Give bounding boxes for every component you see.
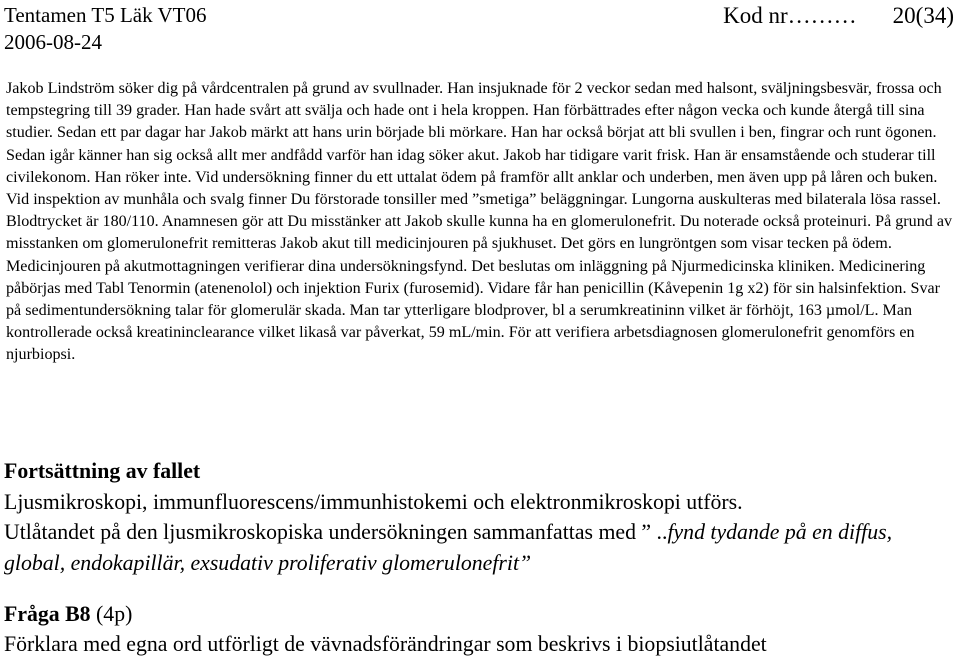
exam-date: 2006-08-24 (4, 30, 102, 54)
question-text: Förklara med egna ord utförligt de vävnadsförändringar som beskrivs i biopsiutlåtandet (4, 632, 767, 656)
code-number-field: Kod nr……… (723, 3, 857, 28)
case-continuation (4, 456, 956, 578)
exam-header-left (4, 2, 206, 56)
biopsy-finding: fynd tydande på en diffus, global, endokapillär, exsudativ proliferativ glomerulonefrit” (4, 520, 893, 575)
question-block (4, 599, 956, 659)
exam-header-right (723, 2, 954, 29)
question-label: Fråga B8 (4, 602, 91, 626)
continuation-line-1: Ljusmikroskopi, immunfluorescens/immunhistokemi och elektronmikroskopi utförs. (4, 489, 743, 514)
continuation-heading: Fortsättning av fallet (4, 459, 201, 483)
case-description (6, 78, 956, 367)
exam-title: Tentamen T5 Läk VT06 (4, 3, 207, 27)
continuation-line-2-prefix: Utlåtandet på den ljusmikroskopiska undersökningen sammanfattas med ” .. (4, 520, 668, 544)
continuation-line-2 (4, 517, 956, 578)
case-paragraph: Jakob Lindström söker dig på vårdcentralen på grund av svullnader. Han insjuknade för 2 veckor sedan med halsont, sväljningsbesvär, frossa och tempstegring till 39 grader. Han hade svårt att svälja och hade ont i hela kroppen. Han förbättrades efter någon vecka och kunde återgå till sina studier. Sedan ett par dagar har Jakob märkt att hans urin började bli mörkare. Han har också börjat att bli svullen i ben, fingrar och runt ögonen. Sedan igår känner han sig också allt mer andfådd varför han idag söker akut. Jakob har tidigare varit frisk. Han är ensamstående och studerar till civilekonom. Han röker inte. Vid undersökning finner du ett uttalat ödem på framför allt anklar och underben, men även upp på låren och buken. Vid inspektion av munhåla och svalg finner Du förstorade tonsiller med ”smetiga” beläggningar. Lungorna auskulteras med bilaterala lösa rassel. Blodtrycket är 180/110. Anamnesen gör att Du misstänker att Jakob skulle kunna ha en glomerulonefrit. Du noterade också proteinuri. På grund av misstanken om glomerulonefrit remitteras Jakob akut till medicinjouren på sjukhuset. Det görs en lungröntgen som visar tecken på ödem. Medicinjouren på akutmottagningen verifierar dina undersökningsfynd. Det beslutas om inläggning på Njurmedicinska kliniken. Medicinering påbörjas med Tabl Tenormin (atenenolol) och injektion Furix (furosemid). Vidare får han penicillin (Kåvepenin 1g x2) för sin halsinfektion. Svar på sedimentundersökning talar för glomerulär skada. Man tar ytterligare blodprover, bl a serumkreatininn vilket är förhöjt, 163 µmol/L. Man kontrollerade också kreatininclearance vilket likaså var påverkat, 59 mL/min. För att verifiera arbetsdiagnosen glomerulonefrit genomförs en njurbiopsi. (6, 80, 953, 364)
question-points: (4p) (96, 602, 133, 626)
page-number: 20(34) (892, 3, 954, 28)
question-header (4, 599, 956, 629)
